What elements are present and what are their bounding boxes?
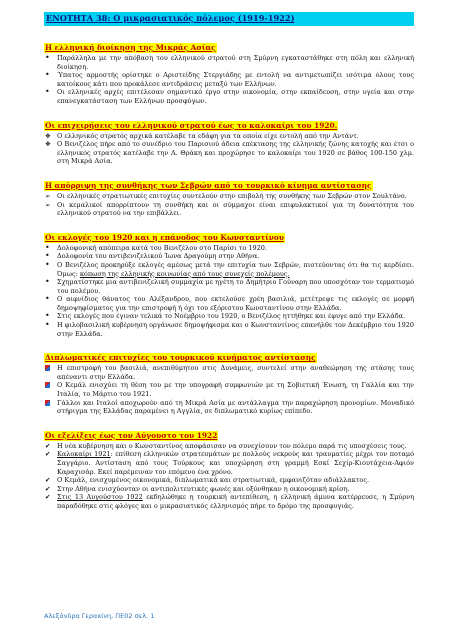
underlined-text: Καλοκαίρι 1921 (57, 450, 111, 459)
item-text: Στις εκλογές που έγιναν τελικά το Νοέμβριο του 1920, ο Βενιζέλος ηττήθηκε και έφυγε από την Ελλάδα. (57, 312, 406, 321)
check-bullet-icon (45, 485, 56, 494)
item-text: Οι κεμαλικοί απορρίπτουν τη συνθήκη και οι σύμμαχοι είναι επιφυλακτικοί για τη δυνατότητα του ελληνικού στρατού να την επιβάλλει. (57, 200, 414, 218)
check-bullet-icon (45, 476, 56, 485)
item-text: Δολοφονική απόπειρα κατά του Βενιζέλου στο Παρίσι το 1920. (57, 243, 267, 252)
arrow-bullet-icon (45, 192, 56, 201)
diamond-bullet-icon (45, 132, 56, 141)
section (44, 423, 414, 511)
bullet-list (44, 364, 414, 416)
item-text: Δολοφονία του αντιβενιζελικού Ίωνα Δραγούμη στην Αθήνα. (57, 252, 260, 261)
item-text: Η νέα κυβέρνηση και ο Κωνσταντίνος αποφάσισαν να συνεχίσουν τον πόλεμο παρά τις υποσχέσεις τους. (57, 441, 407, 450)
flag-bullet-icon (45, 399, 56, 409)
section (44, 113, 414, 166)
underlined-text: κόπωση της ελληνικής κοινωνίας από τους συνεχείς πολέμους. (79, 269, 290, 278)
diamond-bullet-icon (45, 140, 56, 149)
item-text: Ο Κεμάλ ενισχύει τη θέση του με την υπογραφή συμφωνιών με τη Σοβιετική Ένωση, τη Γαλλία και την Ιταλία, το Μάρτιο του 1921. (57, 381, 414, 399)
section-heading: Η ελληνική διοίκηση της Μικράς Ασίας (45, 43, 216, 52)
list-item (44, 312, 414, 321)
document-page (44, 12, 414, 518)
item-text: Ο Κεμάλ, ενισχυμένος οικονομικά, διπλωματικά και στρατιωτικά, εμφανιζόταν αδιάλλακτος. (57, 476, 370, 485)
bullet-list (44, 132, 414, 166)
bullet-list (44, 192, 414, 218)
section-heading: Η απόρριψη της συνθήκης των Σεβρών από το τουρκικό κίνημα αντίστασης (45, 180, 372, 190)
section-heading: Οι επιχειρήσεις του ελληνικού στρατού έως το καλοκαίρι του 1920. (45, 120, 338, 130)
item-text: Ο ελληνικός στρατός αρχικά κατέλαβε τα εδάφη για τα οποία είχε εντολή από την Αντάντ. (57, 131, 359, 140)
dot-bullet-icon (45, 295, 56, 304)
list-item (44, 71, 414, 88)
flag-bullet-icon (45, 364, 56, 374)
underlined-text: Στις 13 Αυγούστου 1922 (57, 493, 143, 502)
list-item (44, 399, 414, 416)
section-heading: Διπλωματικές επιτυχίες του τουρκικού κινήματος αντίστασης (45, 353, 316, 363)
bullet-list (44, 54, 414, 106)
item-text: Οι ελληνικές αρχές επιτέλεσαν σημαντικό έργο στην οικονομία, στην εκπαίδευση, στην υγεία και στην επανεγκατάσταση των Ελλήνων προσφύγων. (57, 88, 414, 105)
list-item (44, 278, 414, 295)
dot-bullet-icon (45, 71, 56, 80)
flag-bullet-icon (45, 381, 56, 391)
item-text: Στην Αθήνα ενισχύονταν οι αντιπολιτευτικές φωνές και οξύνθηκαν η οικονομική κρίση. (57, 484, 350, 493)
document-title: ΕΝΟΤΗΤΑ 38: Ο μικρασιατικός πόλεμος (1919-1922) (44, 12, 414, 26)
list-item (44, 252, 414, 261)
item-text: Ο Βενιζέλος προκηρύξε εκλογές αμέσως μετά την επιτυχία των Σεβρών, πιστεύοντας ότι θα τις κερδίσει. Όμως: (57, 260, 414, 278)
list-item (44, 192, 414, 201)
section (44, 345, 414, 416)
list-item (44, 54, 414, 71)
dot-bullet-icon (45, 278, 56, 287)
dot-bullet-icon (45, 88, 56, 97)
sections-container (44, 35, 414, 511)
list-item (44, 88, 414, 105)
section (44, 35, 414, 106)
item-text: Παράλληλα με την απόβαση του ελληνικού στρατού στη Σμύρνη εγκαταστάθηκε στη πόλη και ελληνική διοίκηση. (57, 54, 414, 71)
list-item (44, 295, 414, 312)
item-text: Γάλλοι και Ιταλοί αποχωρούν από τη Μικρά Ασία με αντάλλαγμα την παραχώρηση προνομίων. Μοναδικό στήριγμα της Ελλάδας παραμένει η Αγγλία, σε διπλωματικό κυρίως επίπεδο. (57, 398, 414, 416)
list-item (44, 364, 414, 381)
list-item (44, 321, 414, 338)
list-item (44, 381, 414, 398)
item-text: Η επιστροφή του βασιλιά, ανεπιθύμητου στις Δυνάμεις, συντελεί στην αναθεώρηση της στάσης τους απέναντι στην Ελλάδα. (57, 364, 414, 381)
list-item (44, 261, 414, 278)
item-text: : επίθεση ελληνικών στρατευμάτων με πολλούς νεκρούς και τραυματίες μέχρι τον ποταμό Σαγγάριο. Αντίσταση από τους Τούρκους και υποχώρηση στη γραμμή Εσκί Σεχίρ-Κιουτάχεια-Αφιόν Καραχισάρ. Εκεί παρέμειναν τον επόμενο ένα χρόνο. (57, 450, 415, 476)
page-footer: Αλεξάνδρα Γερακίνη, ΠΕ02 σελ. 1 (44, 612, 155, 620)
section (44, 173, 414, 218)
section-heading: Οι εξελίξεις έως τον Αύγουστο του 1922 (45, 430, 218, 440)
list-item (44, 450, 414, 476)
item-text: Ο Βενιζέλος πήρε από το συνέδριο του Παρισιού άδεια επέκτασης της ελληνικής ζώνης κατοχής και έτσι ο ελληνικός στρατός κατέλαβε την Α. Θράκη και προχώρησε το καλοκαίρι του 1920 σε βάθος 100-150 χλμ. στη Μικρά Ασία. (57, 140, 414, 166)
dot-bullet-icon (45, 54, 56, 63)
arrow-bullet-icon (45, 201, 56, 210)
list-item (44, 476, 414, 485)
check-bullet-icon (45, 450, 56, 459)
item-text: Η φιλοβασιλική κυβέρνηση οργάνωσε δημοψήφισμα και ο Κωνσταντίνος επανήλθε τον Δεκέμβριο του 1920 στην Ελλάδα. (57, 321, 414, 338)
list-item (44, 493, 414, 510)
item-text: Σχηματίστηκε μια αντιβενιζελική συμμαχία με ηγέτη το Δημήτριο Γούναρη που υποσχόταν τον τερματισμό του πολέμου. (57, 278, 414, 295)
section (44, 225, 414, 339)
list-item (44, 201, 414, 218)
bullet-list (44, 442, 414, 511)
dot-bullet-icon (45, 261, 56, 270)
list-item (44, 132, 414, 141)
item-text: Ο αιφνίδιος θάνατος του Αλέξανδρου, που εκτελούσε χρέη βασιλιά, μετέτρεψε τις εκλογές σε μορφή δημοψηφίσματος για την επιστροφή ή όχι του εξόριστου Κωνσταντίνου στην Ελλάδα. (57, 295, 414, 312)
section-heading: Οι εκλογές του 1920 και η επάνοδος του Κωνσταντίνου (45, 232, 284, 242)
check-bullet-icon (45, 493, 56, 502)
bullet-list (44, 244, 414, 339)
item-text: Ύπατος αρμοστής ορίστηκε ο Αριστείδης Στεργιάδης με εντολή να αντιμετωπίζει ισότιμα όλους τους κατοίκους κάτι που προκάλεσε αντιδράσεις μεταξύ των Ελλήνων. (57, 71, 414, 88)
item-text: Οι ελληνικές στρατιωτικές επιτυχίες συντελούν στην επιβολή της συνθήκης των Σεβρών στον Σουλτάνο. (57, 191, 407, 200)
item-text: εκδηλώθηκε η τουρκική αντεπίθεση, η ελληνική άμυνα κατέρρευσε, η Σμύρνη παραδόθηκε στις φλόγες και ο μικρασιατικός ελληνισμός πήρε το δρόμο της προσφυγιάς. (57, 493, 414, 510)
dot-bullet-icon (45, 321, 56, 330)
list-item (44, 140, 414, 166)
check-bullet-icon (45, 442, 56, 451)
